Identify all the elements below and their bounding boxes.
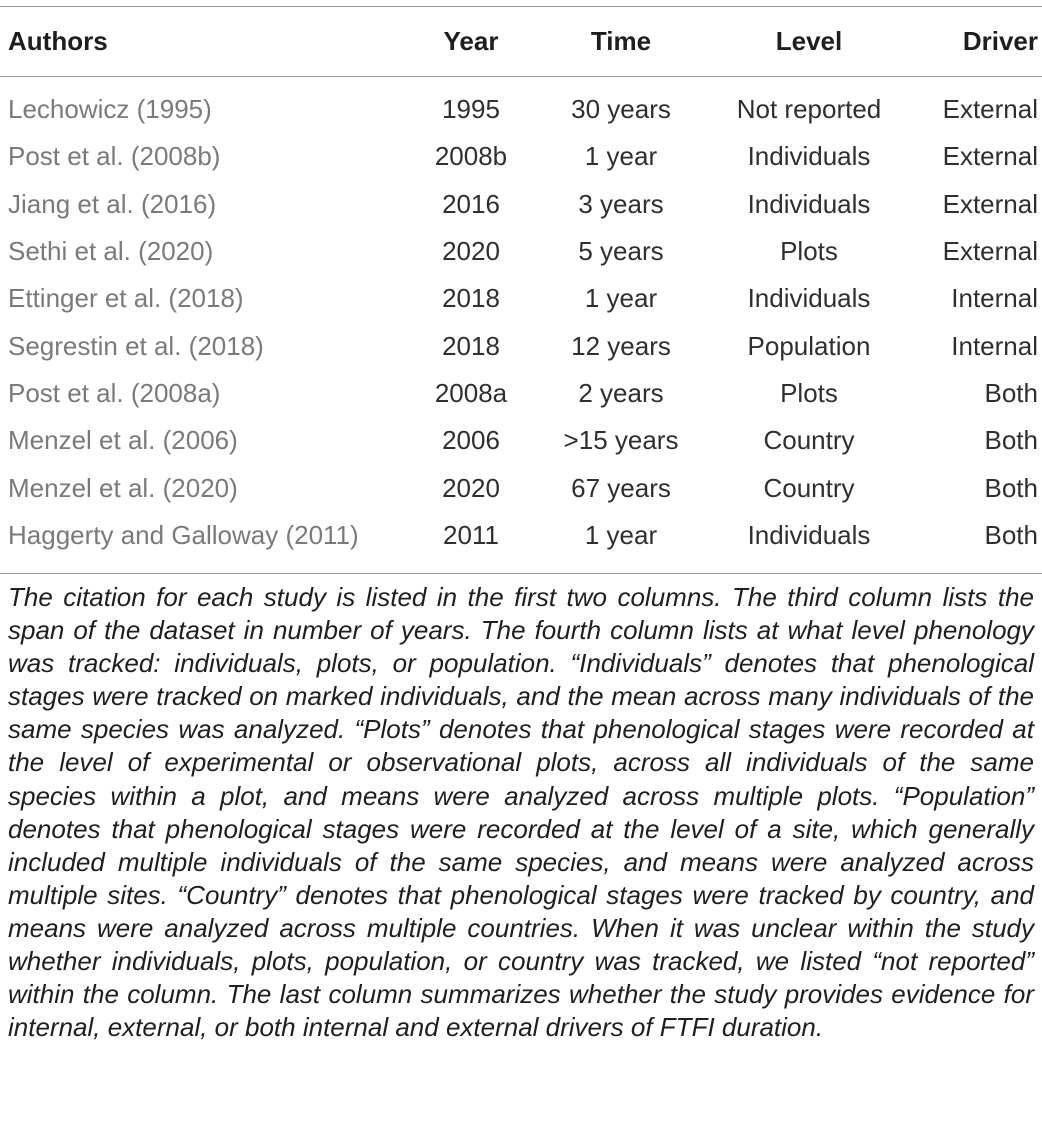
cell-level: Population — [747, 330, 871, 361]
table-row — [0, 76, 1042, 133]
cell-driver: External — [942, 236, 1038, 267]
cell-year: 2011 — [443, 519, 499, 550]
cell-year: 2008a — [434, 377, 508, 408]
cell-year: 2018 — [442, 330, 500, 361]
table-row — [0, 133, 1042, 180]
cell-time: >15 years — [563, 425, 679, 456]
cell-level: Plots — [780, 377, 838, 408]
cell-authors: Segrestin et al. (2018) — [8, 330, 264, 361]
cell-driver: External — [942, 188, 1038, 219]
cell-time: 1 year — [584, 519, 658, 550]
cell-authors: Menzel et al. (2006) — [8, 425, 238, 456]
cell-driver: Both — [984, 519, 1038, 550]
table-row — [0, 417, 1042, 464]
cell-driver: Both — [984, 377, 1038, 408]
table-row — [0, 512, 1042, 559]
cell-level: Country — [763, 472, 855, 503]
cell-level: Not reported — [736, 94, 882, 125]
table-row — [0, 370, 1042, 417]
cell-level: Individuals — [747, 141, 871, 172]
cell-year: 2020 — [442, 472, 500, 503]
table-row — [0, 228, 1042, 275]
header-level: Level — [775, 26, 843, 56]
cell-driver: External — [942, 141, 1038, 172]
studies-table — [0, 7, 1042, 559]
cell-level: Plots — [780, 236, 838, 267]
header-driver: Driver — [962, 26, 1038, 56]
cell-authors: Menzel et al. (2020) — [8, 472, 238, 503]
cell-level: Individuals — [747, 188, 871, 219]
cell-time: 67 years — [571, 472, 671, 503]
cell-time: 2 years — [578, 377, 664, 408]
cell-time: 3 years — [578, 188, 664, 219]
cell-authors: Haggerty and Galloway (2011) — [8, 519, 359, 550]
table-bottom-rule — [0, 573, 1042, 574]
cell-authors: Jiang et al. (2016) — [8, 188, 217, 219]
cell-time: 12 years — [571, 330, 671, 361]
table-row — [0, 464, 1042, 511]
cell-time: 1 year — [584, 283, 658, 314]
cell-year: 2016 — [442, 188, 500, 219]
cell-authors: Lechowicz (1995) — [8, 94, 212, 125]
cell-authors: Post et al. (2008a) — [8, 377, 221, 408]
header-time: Time — [590, 26, 652, 56]
header-year: Year — [443, 26, 499, 56]
cell-level: Country — [763, 425, 855, 456]
cell-driver: Both — [984, 472, 1038, 503]
cell-time: 1 year — [584, 141, 658, 172]
table-row — [0, 322, 1042, 369]
cell-time: 5 years — [578, 236, 664, 267]
cell-level: Individuals — [747, 283, 871, 314]
header-authors: Authors — [8, 26, 108, 56]
table-row — [0, 181, 1042, 228]
table-header-row — [0, 7, 1042, 76]
cell-authors: Sethi et al. (2020) — [8, 236, 214, 267]
cell-time: 30 years — [571, 94, 671, 125]
cell-authors: Post et al. (2008b) — [8, 141, 221, 172]
table-body — [0, 76, 1042, 559]
cell-driver: Both — [984, 425, 1038, 456]
cell-year: 1995 — [442, 94, 500, 125]
table-row — [0, 275, 1042, 322]
cell-driver: External — [942, 94, 1038, 125]
cell-year: 2020 — [442, 236, 500, 267]
cell-level: Individuals — [747, 519, 871, 550]
cell-driver: Internal — [951, 283, 1038, 314]
cell-year: 2018 — [442, 283, 500, 314]
cell-authors: Ettinger et al. (2018) — [8, 283, 244, 314]
cell-year: 2008b — [434, 141, 508, 172]
cell-driver: Internal — [951, 330, 1038, 361]
table-caption: The citation for each study is listed in the first two columns. The third column lists the span of the dataset in number of years. The fourth column lists at what level phenology was tracked: individuals, plots, or population. “Individuals” denotes that phenological stages were tracked on marked individuals, and the mean across many individuals of the same species was analyzed. “Plots” denotes that phenological stages were recorded at the level of experimental or observational plots, across all individuals of the same species within a plot, and means were analyzed across multiple plots. “Population” denotes that phenological stages were recorded at the level of a site, which generally included multiple individuals of the same species, and means were analyzed across multiple sites. “Country” denotes that phenological stages were tracked by country, and means were analyzed across multiple countries. When it was unclear within the study whether individuals, plots, population, or country was tracked, we listed “not reported” within the column. The last column summarizes whether the study provides evidence for internal, external, or both internal and external drivers of FTFI duration. — [8, 582, 1034, 1043]
cell-year: 2006 — [442, 425, 500, 456]
